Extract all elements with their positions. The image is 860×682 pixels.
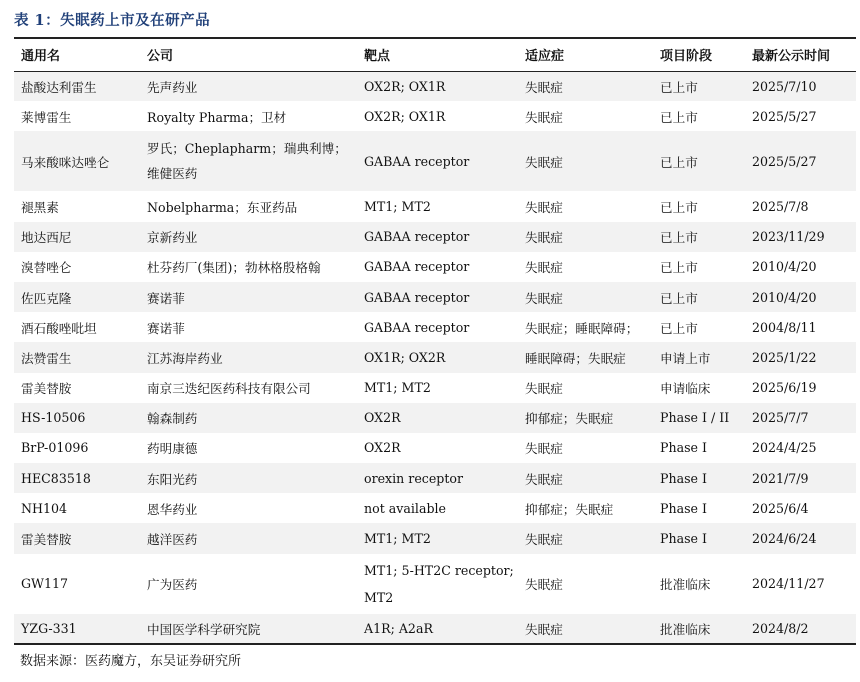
cell-indication: 失眠症 bbox=[518, 131, 653, 191]
cell-name: 马来酸咪达唑仑 bbox=[14, 131, 140, 191]
header-name: 通用名 bbox=[14, 38, 140, 71]
cell-target: MT1; MT2 bbox=[357, 523, 518, 553]
cell-name: 莱博雷生 bbox=[14, 101, 140, 131]
cell-date: 2024/4/25 bbox=[745, 433, 856, 463]
cell-stage: 已上市 bbox=[653, 101, 745, 131]
cell-stage: 已上市 bbox=[653, 191, 745, 221]
cell-name: NH104 bbox=[14, 493, 140, 523]
cell-date: 2024/6/24 bbox=[745, 523, 856, 553]
cell-name: 溴替唑仑 bbox=[14, 252, 140, 282]
cell-target: MT1; MT2 bbox=[357, 191, 518, 221]
table-row bbox=[14, 101, 856, 131]
table-row bbox=[14, 463, 856, 493]
cell-indication: 失眠症 bbox=[518, 554, 653, 614]
cell-company: 翰森制药 bbox=[140, 403, 357, 433]
cell-stage: 申请上市 bbox=[653, 342, 745, 372]
cell-indication: 失眠症 bbox=[518, 71, 653, 101]
cell-company: 罗氏；Cheplapharm；瑞典利博；维健医药 bbox=[140, 131, 357, 191]
cell-target: GABAA receptor bbox=[357, 312, 518, 342]
cell-name: 地达西尼 bbox=[14, 222, 140, 252]
cell-stage: 批准临床 bbox=[653, 614, 745, 644]
header-indication: 适应症 bbox=[518, 38, 653, 71]
table-row bbox=[14, 493, 856, 523]
cell-target: GABAA receptor bbox=[357, 252, 518, 282]
cell-target: MT1; MT2 bbox=[357, 373, 518, 403]
cell-company: 江苏海岸药业 bbox=[140, 342, 357, 372]
cell-name: 法赞雷生 bbox=[14, 342, 140, 372]
cell-target: GABAA receptor bbox=[357, 222, 518, 252]
cell-name: 褪黑素 bbox=[14, 191, 140, 221]
table-row bbox=[14, 403, 856, 433]
cell-stage: 已上市 bbox=[653, 222, 745, 252]
cell-date: 2025/6/19 bbox=[745, 373, 856, 403]
cell-date: 2024/11/27 bbox=[745, 554, 856, 614]
cell-target: GABAA receptor bbox=[357, 282, 518, 312]
table-row bbox=[14, 312, 856, 342]
cell-stage: Phase I bbox=[653, 523, 745, 553]
table-row bbox=[14, 71, 856, 101]
cell-indication: 抑郁症；失眠症 bbox=[518, 403, 653, 433]
cell-name: 盐酸达利雷生 bbox=[14, 71, 140, 101]
cell-name: 佐匹克隆 bbox=[14, 282, 140, 312]
cell-name: BrP-01096 bbox=[14, 433, 140, 463]
cell-company: 京新药业 bbox=[140, 222, 357, 252]
cell-indication: 抑郁症；失眠症 bbox=[518, 493, 653, 523]
table-row bbox=[14, 554, 856, 614]
cell-company: Royalty Pharma；卫材 bbox=[140, 101, 357, 131]
cell-date: 2025/7/7 bbox=[745, 403, 856, 433]
cell-company: 药明康德 bbox=[140, 433, 357, 463]
table-row bbox=[14, 222, 856, 252]
cell-stage: 已上市 bbox=[653, 312, 745, 342]
header-target: 靶点 bbox=[357, 38, 518, 71]
cell-date: 2025/5/27 bbox=[745, 101, 856, 131]
cell-indication: 失眠症 bbox=[518, 614, 653, 644]
cell-company: 越洋医药 bbox=[140, 523, 357, 553]
cell-stage: Phase I bbox=[653, 433, 745, 463]
cell-company: 杜芬药厂(集团)；勃林格殷格翰 bbox=[140, 252, 357, 282]
cell-date: 2025/7/8 bbox=[745, 191, 856, 221]
cell-date: 2025/5/27 bbox=[745, 131, 856, 191]
cell-date: 2010/4/20 bbox=[745, 252, 856, 282]
header-stage: 项目阶段 bbox=[653, 38, 745, 71]
cell-indication: 失眠症；睡眠障碍； bbox=[518, 312, 653, 342]
table-row bbox=[14, 191, 856, 221]
cell-target: GABAA receptor bbox=[357, 131, 518, 191]
cell-stage: 已上市 bbox=[653, 71, 745, 101]
cell-indication: 失眠症 bbox=[518, 373, 653, 403]
cell-indication: 失眠症 bbox=[518, 282, 653, 312]
cell-name: 雷美替胺 bbox=[14, 373, 140, 403]
cell-date: 2004/8/11 bbox=[745, 312, 856, 342]
cell-indication: 失眠症 bbox=[518, 523, 653, 553]
cell-target: MT1; 5-HT2C receptor; MT2 bbox=[357, 554, 518, 614]
cell-company: 赛诺菲 bbox=[140, 312, 357, 342]
cell-stage: 批准临床 bbox=[653, 554, 745, 614]
cell-target: A1R; A2aR bbox=[357, 614, 518, 644]
cell-name: YZG-331 bbox=[14, 614, 140, 644]
table-row bbox=[14, 131, 856, 191]
cell-name: 雷美替胺 bbox=[14, 523, 140, 553]
cell-stage: Phase I bbox=[653, 493, 745, 523]
cell-target: OX2R; OX1R bbox=[357, 101, 518, 131]
cell-target: OX2R bbox=[357, 433, 518, 463]
cell-target: OX2R bbox=[357, 403, 518, 433]
table-row bbox=[14, 373, 856, 403]
table-row bbox=[14, 433, 856, 463]
cell-stage: 已上市 bbox=[653, 131, 745, 191]
table-header-row bbox=[14, 38, 856, 71]
cell-date: 2010/4/20 bbox=[745, 282, 856, 312]
cell-target: OX2R; OX1R bbox=[357, 71, 518, 101]
cell-company: 中国医学科学研究院 bbox=[140, 614, 357, 644]
cell-date: 2021/7/9 bbox=[745, 463, 856, 493]
cell-company: 广为医药 bbox=[140, 554, 357, 614]
cell-company: Nobelpharma；东亚药品 bbox=[140, 191, 357, 221]
cell-indication: 失眠症 bbox=[518, 191, 653, 221]
cell-indication: 睡眠障碍；失眠症 bbox=[518, 342, 653, 372]
cell-indication: 失眠症 bbox=[518, 463, 653, 493]
cell-target: orexin receptor bbox=[357, 463, 518, 493]
table-row bbox=[14, 614, 856, 644]
cell-name: HS-10506 bbox=[14, 403, 140, 433]
cell-stage: 申请临床 bbox=[653, 373, 745, 403]
cell-name: GW117 bbox=[14, 554, 140, 614]
table-row bbox=[14, 252, 856, 282]
cell-target: not available bbox=[357, 493, 518, 523]
cell-stage: 已上市 bbox=[653, 252, 745, 282]
cell-company: 恩华药业 bbox=[140, 493, 357, 523]
header-company: 公司 bbox=[140, 38, 357, 71]
cell-name: HEC83518 bbox=[14, 463, 140, 493]
cell-company: 先声药业 bbox=[140, 71, 357, 101]
data-source-note: 数据来源：医药魔方，东吴证券研究所 bbox=[20, 654, 242, 669]
cell-indication: 失眠症 bbox=[518, 252, 653, 282]
cell-target: OX1R; OX2R bbox=[357, 342, 518, 372]
cell-date: 2023/11/29 bbox=[745, 222, 856, 252]
cell-indication: 失眠症 bbox=[518, 101, 653, 131]
table-title: 表 1：失眠药上市及在研产品 bbox=[14, 12, 211, 29]
cell-company: 南京三迭纪医药科技有限公司 bbox=[140, 373, 357, 403]
table-row bbox=[14, 282, 856, 312]
cell-stage: Phase I bbox=[653, 463, 745, 493]
cell-stage: Phase I / II bbox=[653, 403, 745, 433]
table-row bbox=[14, 342, 856, 372]
cell-date: 2025/6/4 bbox=[745, 493, 856, 523]
cell-company: 赛诺菲 bbox=[140, 282, 357, 312]
cell-date: 2024/8/2 bbox=[745, 614, 856, 644]
cell-company: 东阳光药 bbox=[140, 463, 357, 493]
cell-date: 2025/1/22 bbox=[745, 342, 856, 372]
table-row bbox=[14, 523, 856, 553]
cell-indication: 失眠症 bbox=[518, 433, 653, 463]
cell-date: 2025/7/10 bbox=[745, 71, 856, 101]
drug-table bbox=[14, 37, 856, 645]
cell-stage: 已上市 bbox=[653, 282, 745, 312]
cell-name: 酒石酸唑吡坦 bbox=[14, 312, 140, 342]
cell-indication: 失眠症 bbox=[518, 222, 653, 252]
header-date: 最新公示时间 bbox=[745, 38, 856, 71]
